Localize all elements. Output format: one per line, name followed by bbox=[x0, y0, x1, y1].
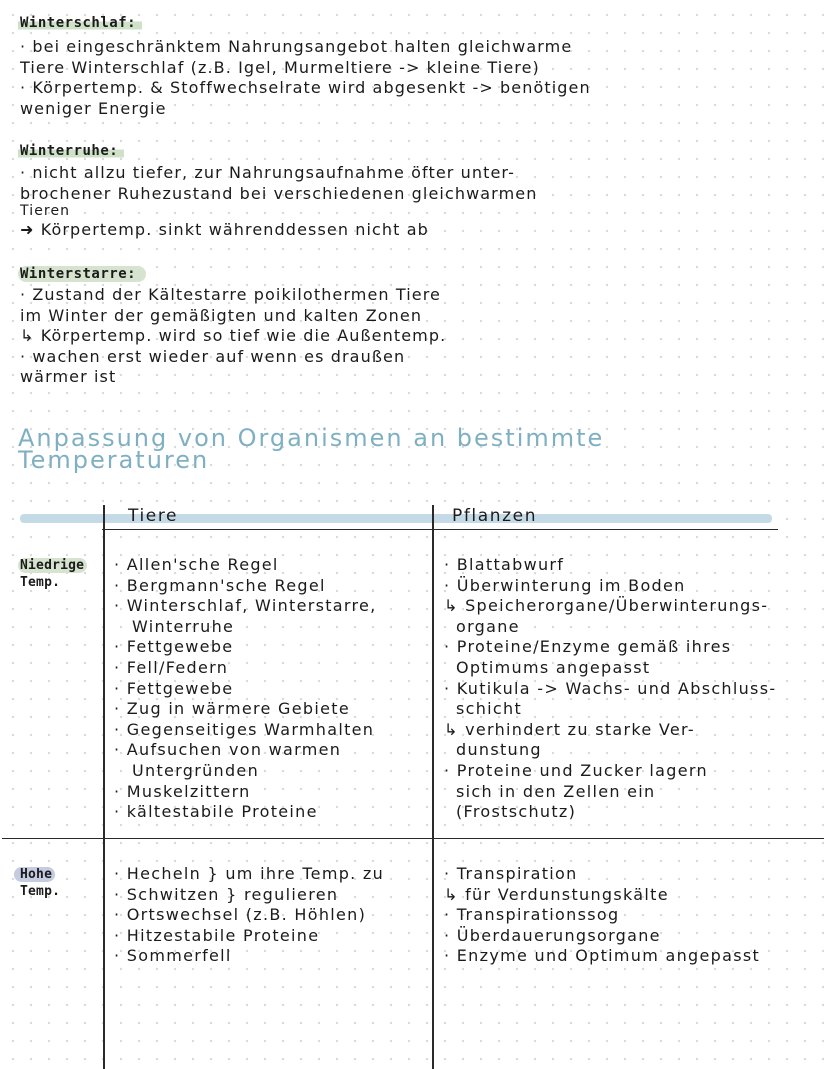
section-title-line: Anpassung von Organismen an bestimmte bbox=[18, 424, 605, 452]
list-item: Optimums angepasst bbox=[456, 657, 651, 677]
list-item: · Blattabwurf bbox=[444, 555, 565, 574]
list-item: ↳ für Verdunstungskälte bbox=[444, 884, 669, 904]
text-line: · Körpertemp. & Stoffwechselrate wird abgesenkt -> benötigen bbox=[20, 78, 591, 98]
list-item: · Kutikula -> Wachs- und Abschluss- bbox=[444, 678, 777, 698]
row-label-line: Hohe bbox=[14, 867, 55, 882]
list-item: · Transpiration bbox=[444, 864, 578, 883]
text-line: · Zustand der Kältestarre poikilothermen Tiere bbox=[20, 285, 441, 304]
cell-pflanzen-hohe bbox=[444, 864, 760, 967]
text-line: im Winter der gemäßigten und kalten Zonen bbox=[20, 305, 423, 325]
row-label-line: Temp. bbox=[20, 575, 61, 590]
list-item: · Aufsuchen von warmen bbox=[114, 740, 342, 760]
row-label-line: Niedrige bbox=[18, 558, 87, 573]
winterruhe-heading: Winterruhe: bbox=[18, 143, 124, 159]
row-label-niedrige-temp bbox=[20, 557, 87, 591]
cell-tiere-niedrige bbox=[114, 555, 377, 823]
list-item: Untergründen bbox=[132, 760, 260, 780]
list-item: · Muskelzittern bbox=[114, 781, 251, 801]
list-item: · Hitzestabile Proteine bbox=[114, 925, 320, 945]
list-item: · Fettgewebe bbox=[114, 637, 234, 657]
column-header-pflanzen: Pflanzen bbox=[452, 506, 538, 526]
list-item: schicht bbox=[456, 699, 523, 719]
list-item: · Hecheln } um ihre Temp. zu bbox=[114, 864, 385, 883]
list-item: · Fell/Federn bbox=[114, 657, 229, 677]
list-item: · Sommerfell bbox=[114, 946, 232, 966]
list-item: sich in den Zellen ein bbox=[456, 781, 656, 801]
section-title bbox=[18, 424, 605, 474]
list-item: organe bbox=[456, 616, 520, 636]
list-item: · Gegenseitiges Warmhalten bbox=[114, 719, 375, 739]
list-item: · Bergmann'sche Regel bbox=[114, 575, 326, 595]
list-item: · Ortswechsel (z.B. Höhlen) bbox=[114, 905, 367, 925]
list-item: · Winterschlaf, Winterstarre, bbox=[114, 596, 377, 616]
winterruhe-text bbox=[20, 163, 537, 241]
winterstarre-heading: Winterstarre: bbox=[18, 266, 146, 282]
table-column-divider bbox=[432, 505, 434, 1069]
list-item: · Zug in wärmere Gebiete bbox=[114, 699, 350, 719]
winterstarre-text bbox=[20, 285, 446, 388]
text-line: · wachen erst wieder auf wenn es draußen bbox=[20, 346, 406, 366]
text-line: · bei eingeschränktem Nahrungsangebot halten gleichwarme bbox=[20, 37, 573, 56]
list-item: ↳ verhindert zu starke Ver- bbox=[444, 719, 695, 739]
list-item: · kältestabile Proteine bbox=[114, 802, 318, 822]
winterschlaf-text bbox=[20, 37, 591, 119]
list-item: dunstung bbox=[456, 740, 542, 760]
text-line: Tieren bbox=[20, 203, 71, 220]
column-header-tiere: Tiere bbox=[128, 506, 179, 526]
text-line: ➜ Körpertemp. sinkt währenddessen nicht ab bbox=[20, 220, 429, 240]
list-item: (Frostschutz) bbox=[456, 802, 577, 822]
list-item: · Enzyme und Optimum angepasst bbox=[444, 946, 761, 966]
text-line: · nicht allzu tiefer, zur Nahrungsaufnahme öfter unter- bbox=[20, 163, 515, 182]
table-header-divider bbox=[102, 529, 778, 530]
list-item: Winterruhe bbox=[132, 616, 235, 636]
text-line: Tiere Winterschlaf (z.B. Igel, Murmeltiere -> kleine Tiere) bbox=[20, 57, 540, 77]
list-item: · Proteine/Enzyme gemäß ihres bbox=[444, 637, 732, 657]
row-label-hohe-temp bbox=[20, 866, 60, 900]
text-line: brochener Ruhezustand bei verschiedenen gleichwarmen bbox=[20, 183, 538, 203]
winterschlaf-heading: Winterschlaf: bbox=[18, 15, 142, 31]
list-item: ↳ Speicherorgane/Überwinterungs- bbox=[444, 596, 769, 616]
cell-pflanzen-niedrige bbox=[444, 555, 776, 823]
list-item: · Überdauerungsorgane bbox=[444, 925, 661, 945]
list-item: · Proteine und Zucker lagern bbox=[444, 760, 708, 780]
section-title-line: Temperaturen bbox=[18, 446, 210, 474]
row-label-line: Temp. bbox=[20, 884, 61, 899]
table-row-divider bbox=[2, 838, 824, 839]
table-column-divider bbox=[103, 505, 105, 1069]
list-item: · Fettgewebe bbox=[114, 678, 234, 698]
list-item: · Schwitzen } regulieren bbox=[114, 884, 339, 904]
cell-tiere-hohe bbox=[114, 864, 384, 967]
list-item: · Transpirationssog bbox=[444, 905, 620, 925]
text-line: weniger Energie bbox=[20, 98, 167, 118]
list-item: · Überwinterung im Boden bbox=[444, 575, 686, 595]
text-line: wärmer ist bbox=[20, 367, 117, 387]
text-line: ↳ Körpertemp. wird so tief wie die Außentemp. bbox=[20, 326, 447, 346]
list-item: · Allen'sche Regel bbox=[114, 555, 279, 574]
